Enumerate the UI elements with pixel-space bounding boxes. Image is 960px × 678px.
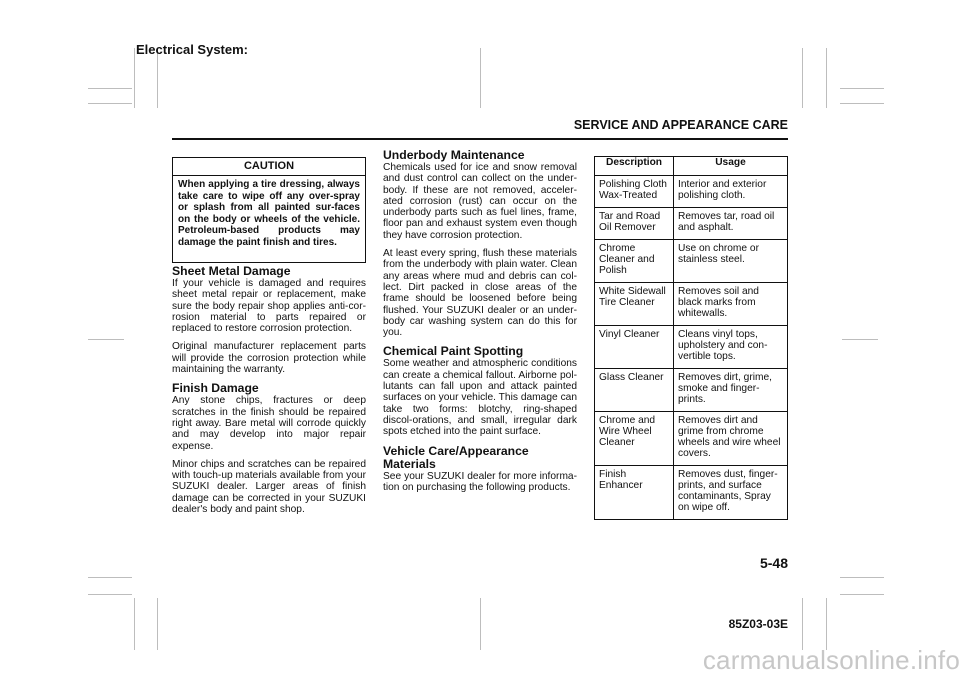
- product-usage: Removes dust, finger-prints, and surface contaminants, Spray on wipe off.: [674, 466, 788, 520]
- table-row: [595, 466, 788, 520]
- product-usage: Removes tar, road oil and asphalt.: [674, 208, 788, 240]
- page-number: 5-48: [759, 555, 788, 571]
- paragraph: If your vehicle is damaged and requires sheet metal repair or replacement, make sure the body repair shop applies anti-cor-rosion material to parts repaired or replaced to restore corrosion protection.: [172, 278, 366, 335]
- product-description: Chrome and Wire Wheel Cleaner: [595, 412, 674, 466]
- table-row: [595, 240, 788, 283]
- product-description: Polishing Cloth Wax-Treated: [595, 176, 674, 208]
- table-row: [595, 208, 788, 240]
- caution-title: CAUTION: [173, 158, 365, 176]
- chapter-title: Electrical System:: [136, 42, 249, 57]
- table-header-row: [595, 157, 788, 176]
- care-products-table: [594, 156, 788, 520]
- heading-finish-damage: Finish Damage: [172, 381, 259, 396]
- middle-column: [383, 149, 577, 500]
- product-description: Chrome Cleaner and Polish: [595, 240, 674, 283]
- watermark-link[interactable]: carmanualsonline.info: [702, 645, 960, 675]
- product-description: White Sidewall Tire Cleaner: [595, 283, 674, 326]
- document-code: 85Z03-03E: [728, 617, 788, 631]
- left-column: [172, 265, 366, 522]
- product-usage: Cleans vinyl tops, upholstery and con-vertible tops.: [674, 326, 788, 369]
- paragraph: At least every spring, flush these materials from the underbody with plain water. Clean any areas where mud and debris can col-lect. Dirt packed in close areas of the frame should be loosened before being flushed. Your SUZUKI dealer or an under-body car washing system can do this for you.: [383, 248, 577, 339]
- product-usage: Use on chrome or stainless steel.: [674, 240, 788, 283]
- table-row: [595, 369, 788, 412]
- product-usage: Removes soil and black marks from whitewalls.: [674, 283, 788, 326]
- product-description: Vinyl Cleaner: [595, 326, 674, 369]
- product-usage: Removes dirt, grime, smoke and finger-prints.: [674, 369, 788, 412]
- heading-vehicle-care-materials: Vehicle Care/Appearance Materials: [383, 443, 529, 471]
- column-header-usage: Usage: [674, 157, 788, 176]
- product-description: Finish Enhancer: [595, 466, 674, 520]
- section-header: SERVICE AND APPEARANCE CARE: [573, 118, 788, 132]
- heading-sheet-metal-damage: Sheet Metal Damage: [172, 264, 291, 278]
- header-rule: [172, 138, 788, 140]
- paragraph: Any stone chips, fractures or deep scratches in the finish should be repaired right away. Bare metal will corrode quickly and may develop into major repair expense.: [172, 395, 366, 452]
- table-row: [595, 326, 788, 369]
- table-row: [595, 176, 788, 208]
- paragraph: Chemicals used for ice and snow removal and dust control can collect on the under-body. If these are not removed, acceler-ated corrosion (rust) can occur on the underbody parts such as fuel lines, frame, floor pan and exhaust system even though they have corrosion protection.: [383, 162, 577, 241]
- column-header-description: Description: [595, 157, 674, 176]
- paragraph: Minor chips and scratches can be repaired with touch-up materials available from your SUZUKI dealer. Larger areas of finish damage can be corrected in your SUZUKI dealer's body and paint shop.: [172, 458, 366, 516]
- caution-box: [172, 157, 366, 263]
- product-description: Glass Cleaner: [595, 369, 674, 412]
- heading-chemical-paint-spotting: Chemical Paint Spotting: [383, 344, 524, 359]
- caution-text: When applying a tire dressing, always take care to wipe off any over-spray or splash from all painted sur-faces on the body or wheels of the vehicle. Petroleum-based products may damage the paint finish and tires.: [178, 179, 360, 248]
- product-usage: Removes dirt and grime from chrome wheels and wire wheel covers.: [674, 412, 788, 466]
- paragraph: Some weather and atmospheric conditions can create a chemical fallout. Airborne pol-lutants can fall upon and attack painted surfaces on your vehicle. This damage can take two forms: blotchy, ring-shaped discol-orations, and small, irregular dark spots etched into the paint surface.: [383, 358, 577, 438]
- product-usage: Interior and exterior polishing cloth.: [674, 176, 788, 208]
- heading-underbody-maintenance: Underbody Maintenance: [383, 148, 525, 162]
- table-row: [595, 412, 788, 466]
- table-row: [595, 283, 788, 326]
- paragraph: Original manufacturer replacement parts will provide the corrosion protection while maintaining the warranty.: [172, 341, 366, 376]
- product-description: Tar and Road Oil Remover: [595, 208, 674, 240]
- paragraph: See your SUZUKI dealer for more informa-tion on purchasing the following products.: [383, 470, 577, 493]
